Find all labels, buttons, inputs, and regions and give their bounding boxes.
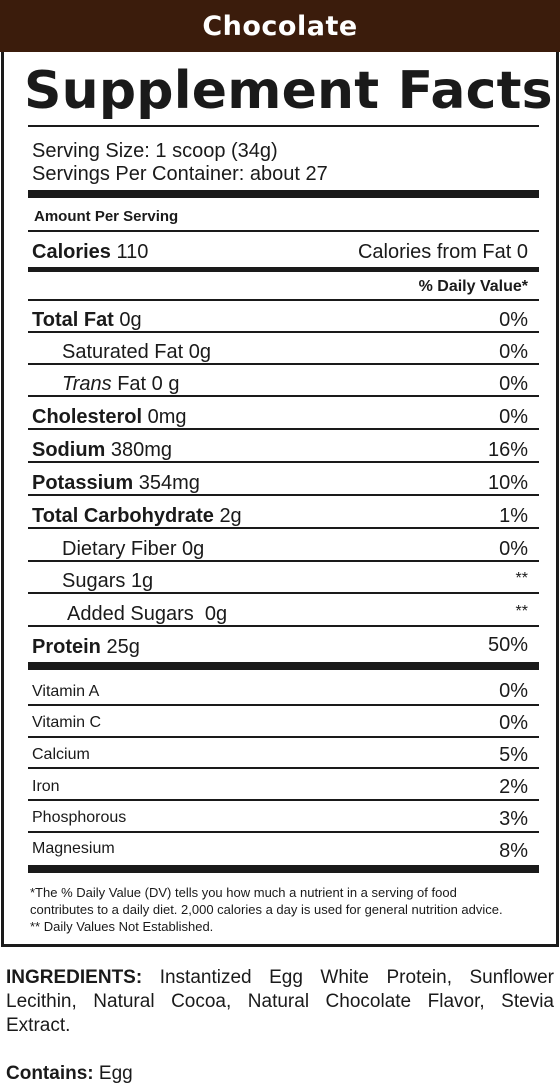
nutrient-total-fat: Total Fat 0g <box>32 309 142 331</box>
facts-title: Supplement Facts <box>24 61 553 121</box>
nutrient-pct: 0% <box>499 309 528 331</box>
magnesium: Magnesium <box>32 840 115 857</box>
rule <box>28 831 539 833</box>
nutrient-sodium: Sodium 380mg <box>32 439 173 461</box>
nutrient-pct: ** <box>515 570 528 587</box>
nutrient-pct: 0% <box>499 341 528 363</box>
rule <box>28 331 539 333</box>
calories-from-fat: Calories from Fat 0 <box>357 241 528 263</box>
vitamin-pct: 5% <box>499 744 528 766</box>
rule <box>28 299 539 301</box>
ingredients-label: INGREDIENTS: <box>6 967 143 988</box>
rule <box>28 428 539 430</box>
footnote-daily-value: *The % Daily Value (DV) tells you how much a nutrient in a serving of food <box>30 885 457 900</box>
vitamin-pct: 0% <box>499 712 528 734</box>
allergen-contains <box>6 1063 133 1085</box>
calcium: Calcium <box>32 746 90 763</box>
phosphorous: Phosphorous <box>32 809 127 826</box>
vitamin-pct: 0% <box>499 680 528 702</box>
nutrient-pct: 16% <box>487 439 528 461</box>
nutrient-pct: 1% <box>499 505 528 527</box>
footnote-not-established: ** Daily Values Not Established. <box>30 919 214 934</box>
vitamin-a: Vitamin A <box>32 683 100 700</box>
calories-row <box>32 242 148 262</box>
ingredients <box>6 966 554 1038</box>
nutrient-total-carbohydrate: Total Carbohydrate 2g <box>32 505 242 527</box>
iron: Iron <box>32 778 60 795</box>
rule <box>28 125 539 127</box>
contains-label: Contains: <box>6 1063 94 1084</box>
daily-value-header: % Daily Value* <box>418 278 528 295</box>
serving-size: Serving Size: 1 scoop (34g) <box>32 140 278 162</box>
nutrient-pct: 0% <box>499 538 528 560</box>
flavor-label: Chocolate <box>202 10 358 42</box>
rule <box>28 527 539 529</box>
rule <box>28 461 539 463</box>
nutrient-potassium: Potassium 354mg <box>32 472 200 494</box>
supplement-facts-panel <box>1 52 559 947</box>
nutrient-dietary-fiber: Dietary Fiber 0g <box>62 538 205 560</box>
nutrient-pct: ** <box>515 603 528 620</box>
vitamin-pct: 3% <box>499 808 528 830</box>
vitamin-c: Vitamin C <box>32 714 102 731</box>
rule-medium <box>28 267 539 272</box>
vitamin-pct: 8% <box>499 840 528 862</box>
amount-per-serving: Amount Per Serving <box>34 208 179 225</box>
rule <box>28 625 539 627</box>
calories-value: 110 <box>116 241 149 263</box>
rule <box>28 363 539 365</box>
contains-text: Egg <box>98 1063 133 1084</box>
rule-thick <box>28 865 539 873</box>
vitamin-pct: 2% <box>499 776 528 798</box>
nutrient-added-sugars: Added Sugars 0g <box>67 603 228 625</box>
nutrient-pct: 50% <box>487 634 528 656</box>
ingredients-text: Instantized Egg White Protein, Sunflower Lecithin, Natural Cocoa, Natural Chocolate Flavor, Stevia Extract. <box>6 967 554 1036</box>
rule <box>28 230 539 232</box>
servings-per-container: Servings Per Container: about 27 <box>32 163 328 185</box>
footnote-calories: contributes to a daily diet. 2,000 calories a day is used for general nutrition advice. <box>30 902 503 917</box>
rule <box>28 592 539 594</box>
rule <box>28 560 539 562</box>
calories-label: Calories <box>32 241 111 263</box>
nutrient-cholesterol: Cholesterol 0mg <box>32 406 187 428</box>
nutrient-saturated-fat: Saturated Fat 0g <box>62 341 211 363</box>
nutrient-pct: 10% <box>487 472 528 494</box>
nutrient-pct: 0% <box>499 373 528 395</box>
rule <box>28 494 539 496</box>
rule-thick <box>28 662 539 670</box>
rule <box>28 736 539 738</box>
nutrient-protein: Protein 25g <box>32 636 140 658</box>
nutrient-pct: 0% <box>499 406 528 428</box>
rule <box>28 704 539 706</box>
rule <box>28 767 539 769</box>
nutrient-sugars: Sugars 1g <box>62 570 154 592</box>
nutrient-trans-fat: Trans Fat 0 g <box>62 373 180 395</box>
rule <box>28 799 539 801</box>
rule-thick <box>28 190 539 198</box>
flavor-banner <box>0 0 560 52</box>
rule <box>28 395 539 397</box>
